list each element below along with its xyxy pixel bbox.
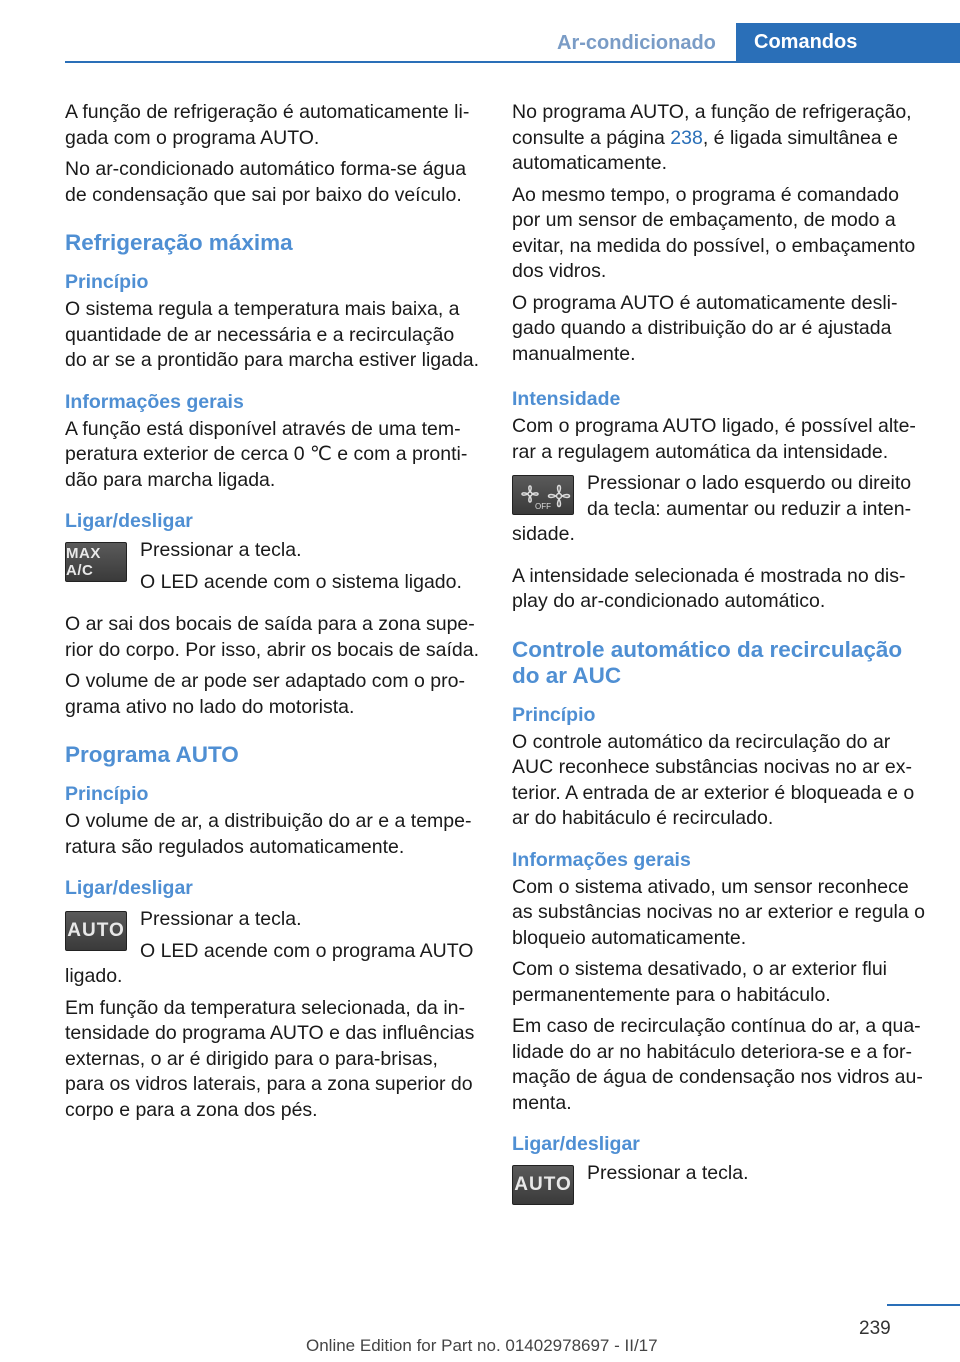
paragraph: O ar sai dos bocais de saída para a zona superior do corpo. Por isso, abrir os bocais de saída. bbox=[65, 613, 480, 661]
instruction-text: O LED acende com o sistema ligado. bbox=[140, 570, 462, 593]
paragraph: O controle automático da recirculação do ar AUC reconhece substâncias nocivas no ar exterior. A entrada de ar exterior é bloqueada e o ar do habitáculo é recirculado. bbox=[512, 730, 915, 829]
instruction-text: Pressionar a tecla. bbox=[140, 908, 302, 930]
subheading-general-info: Informações gerais bbox=[65, 390, 244, 413]
page-header bbox=[0, 0, 960, 62]
subheading-principle: Princípio bbox=[65, 783, 149, 805]
page-number: 239 bbox=[859, 1318, 891, 1339]
auto-button-icon: AUTO bbox=[65, 911, 127, 951]
heading-auc: Controle automático da recirculação do ar AUC bbox=[512, 636, 903, 688]
subheading-general-info: Informações gerais bbox=[512, 848, 691, 871]
instruction-text: Pressionar a tecla. bbox=[587, 1162, 749, 1184]
paragraph: A intensidade selecionada é mostrada no display do ar-condicionado automático. bbox=[512, 564, 906, 612]
paragraph: O programa AUTO é automaticamente desligado quando a distribuição do ar é ajustada manualmente. bbox=[512, 291, 898, 365]
heading-auto-program: Programa AUTO bbox=[65, 742, 239, 767]
chapter-tab: Comandos bbox=[736, 23, 960, 62]
auc-instruction bbox=[512, 1161, 932, 1229]
paragraph: O volume de ar pode ser adaptado com o programa ativo no lado do motorista. bbox=[65, 670, 465, 718]
maxac-instruction bbox=[65, 538, 481, 606]
instruction-text: O LED acende com o programa AUTO ligado. bbox=[65, 939, 474, 987]
fan-off-label: OFF bbox=[535, 502, 551, 511]
page-reference-link[interactable]: 238 bbox=[670, 126, 703, 149]
subheading-principle: Princípio bbox=[65, 271, 149, 293]
header-rule bbox=[65, 61, 960, 63]
fan-instruction bbox=[512, 471, 932, 554]
subheading-principle: Princípio bbox=[512, 703, 596, 726]
paragraph: Em função da temperatura selecionada, da intensidade do programa AUTO e das influências externas, o ar é dirigido para o para-brisas, para os vidros laterais, para a zona superior do corpo e para a zona dos pés. bbox=[65, 996, 475, 1121]
paragraph: Com o programa AUTO ligado, é possível alterar a regulagem automática da intensidade. bbox=[512, 415, 916, 463]
right-column bbox=[512, 100, 932, 1235]
subheading-intensity: Intensidade bbox=[512, 388, 621, 410]
paragraph: Com o sistema desativado, o ar exterior flui permanentemente para o habitáculo. bbox=[512, 958, 887, 1006]
left-column bbox=[65, 100, 481, 1129]
footer-rule bbox=[887, 1304, 960, 1306]
paragraph: Ao mesmo tempo, o programa é comandado por um sensor de embaçamento, de modo a evitar, na medida do possível, o embaçamento dos vidros. bbox=[512, 183, 916, 282]
paragraph: Em caso de recirculação contínua do ar, a qualidade do ar no habitáculo deteriora-se e a formação de água de condensação nos vidros aumenta. bbox=[512, 1015, 923, 1114]
paragraph: No programa AUTO, a função de refrigeração, consulte a página 238, é ligada simultânea e automaticamente. bbox=[512, 101, 912, 174]
section-title: Ar-condicionado bbox=[557, 32, 716, 54]
paragraph: A função de refrigeração é automaticamente ligada com o programa AUTO. bbox=[65, 101, 470, 149]
subheading-on-off: Ligar/desligar bbox=[512, 1133, 640, 1155]
auto-instruction bbox=[65, 907, 481, 996]
edition-footer: Online Edition for Part no. 01402978697 - II/17 bbox=[306, 1336, 658, 1355]
paragraph: O sistema regula a temperatura mais baixa, a quantidade de ar necessária e a recirculação do ar se a prontidão para marcha estiver ligada. bbox=[65, 298, 480, 371]
fan-button-icon bbox=[512, 475, 574, 515]
paragraph: O volume de ar, a distribuição do ar e a temperatura são regulados automaticamente. bbox=[65, 810, 472, 858]
subheading-on-off: Ligar/desligar bbox=[65, 877, 193, 899]
fan-icon bbox=[513, 476, 575, 516]
subheading-on-off: Ligar/desligar bbox=[65, 510, 193, 532]
instruction-text: Pressionar a tecla. bbox=[140, 539, 302, 561]
paragraph: No ar-condicionado automático forma-se água de condensação que sai por baixo do veículo. bbox=[65, 158, 467, 206]
paragraph: Com o sistema ativado, um sensor reconhece as substâncias nocivas no ar exterior e regula o bloqueio automaticamente. bbox=[512, 875, 925, 949]
heading-max-cooling: Refrigeração máxima bbox=[65, 230, 293, 255]
paragraph: A função está disponível através de uma temperatura exterior de cerca 0 ℃ e com a prontidão para marcha ligada. bbox=[65, 417, 468, 491]
auto-button-icon: AUTO bbox=[512, 1165, 574, 1205]
max-ac-button-icon: MAX A/C bbox=[65, 542, 127, 582]
instruction-text: Pressionar o lado esquerdo ou direito da tecla: aumentar ou reduzir a intensidade. bbox=[512, 472, 912, 545]
